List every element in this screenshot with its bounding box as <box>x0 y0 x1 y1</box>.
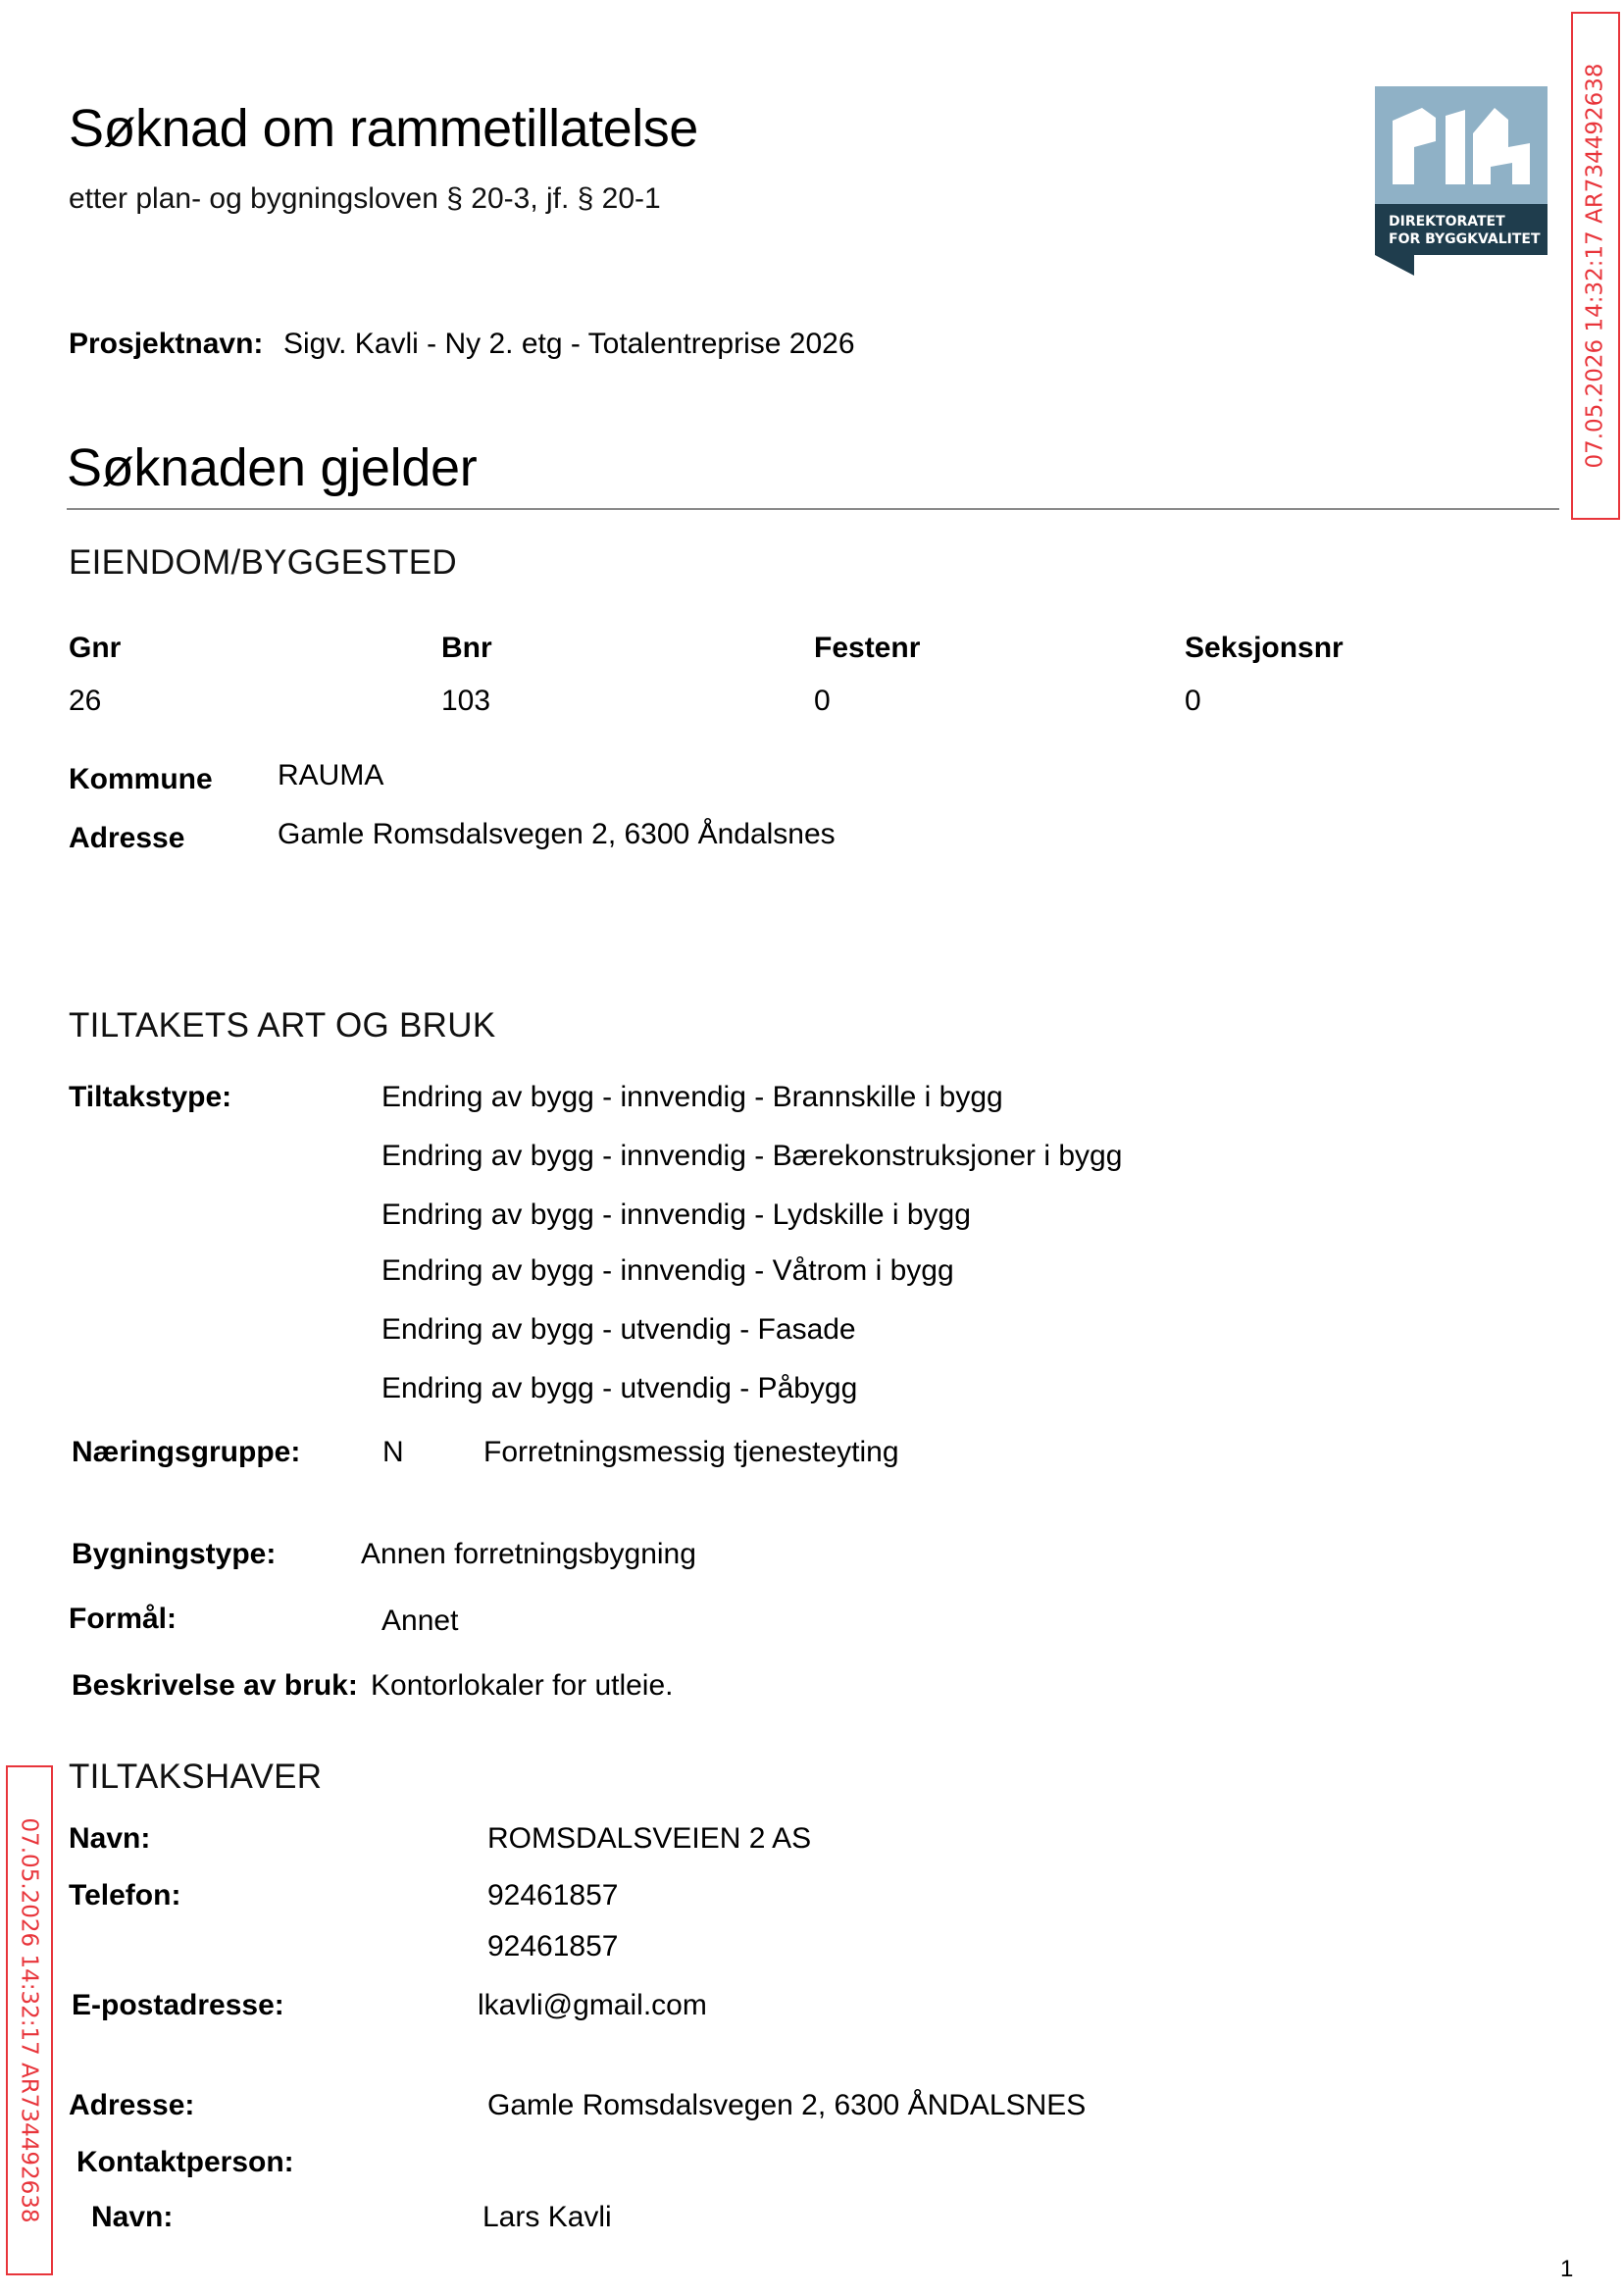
tiltakstype-label: Tiltakstype: <box>69 1081 232 1113</box>
bruk-value: Kontorlokaler for utleie. <box>371 1669 674 1702</box>
logo-line2: FOR BYGGKVALITET <box>1389 231 1541 247</box>
kontakt-navn: Lars Kavli <box>482 2201 612 2233</box>
naeringsgruppe-code: N <box>382 1436 404 1468</box>
epost-label: E-postadresse: <box>72 1989 284 2021</box>
page-number: 1 <box>1560 2256 1574 2282</box>
project-label: Prosjektnavn: <box>69 328 264 360</box>
stamp-bottom <box>6 1765 53 2275</box>
naeringsgruppe-label: Næringsgruppe: <box>72 1436 301 1468</box>
project-name: Sigv. Kavli - Ny 2. etg - Totalentreprise 2026 <box>283 328 855 360</box>
bruk-label: Beskrivelse av bruk: <box>72 1669 358 1702</box>
bygningstype-label: Bygningstype: <box>72 1538 277 1570</box>
section-heading: Søknaden gjelder <box>67 438 478 497</box>
kontakt-navn-label: Navn: <box>91 2201 174 2233</box>
gnr-label: Gnr <box>69 632 122 664</box>
kommune-value: RAUMA <box>278 759 384 791</box>
tiltakshaver-navn: ROMSDALSVEIEN 2 AS <box>487 1822 812 1855</box>
bnr-label: Bnr <box>441 632 492 664</box>
telefon-value: 92461857 <box>487 1879 619 1912</box>
adresse-label: Adresse <box>69 822 185 854</box>
stamp-bottom-text: 07.05.2026 14:32:17 AR734492638 <box>17 1817 42 2223</box>
epost-value: lkavli@gmail.com <box>478 1989 707 2021</box>
section-divider <box>67 508 1559 510</box>
formal-label: Formål: <box>69 1603 178 1635</box>
gnr-value: 26 <box>69 685 102 717</box>
kommune-label: Kommune <box>69 763 213 795</box>
dibk-logo <box>1375 86 1548 276</box>
festenr-label: Festenr <box>814 632 921 664</box>
tiltakstype-item: Endring av bygg - innvendig - Bærekonstruksjoner i bygg <box>381 1140 1123 1172</box>
bygningstype-value: Annen forretningsbygning <box>361 1538 696 1570</box>
bnr-value: 103 <box>441 685 491 717</box>
tiltakstype-item: Endring av bygg - utvendig - Fasade <box>381 1313 856 1346</box>
logo-line1: DIREKTORATET <box>1389 214 1505 229</box>
document-title: Søknad om rammetillatelse <box>69 99 698 158</box>
tiltakstype-item: Endring av bygg - innvendig - Våtrom i bygg <box>381 1254 954 1287</box>
stamp-top-text: 07.05.2026 14:32:17 AR734492638 <box>1583 63 1608 469</box>
adresse-value: Gamle Romsdalsvegen 2, 6300 Åndalsnes <box>278 818 836 850</box>
tiltakstype-item: Endring av bygg - utvendig - Påbygg <box>381 1372 858 1404</box>
eiendom-heading: EIENDOM/BYGGESTED <box>69 543 457 582</box>
festenr-value: 0 <box>814 685 831 717</box>
naeringsgruppe-text: Forretningsmessig tjenesteyting <box>483 1436 899 1468</box>
document-subtitle: etter plan- og bygningsloven § 20-3, jf. § 20-1 <box>69 182 661 215</box>
tiltakstype-item: Endring av bygg - innvendig - Brannskille i bygg <box>381 1081 1003 1113</box>
tiltak-heading: TILTAKETS ART OG BRUK <box>69 1006 496 1045</box>
tiltakshaver-heading: TILTAKSHAVER <box>69 1758 323 1796</box>
formal-value: Annet <box>381 1605 459 1637</box>
seksjonsnr-value: 0 <box>1185 685 1201 717</box>
tiltakshaver-navn-label: Navn: <box>69 1822 151 1855</box>
tiltakshaver-adresse: Gamle Romsdalsvegen 2, 6300 ÅNDALSNES <box>487 2089 1087 2121</box>
tiltakshaver-adresse-label: Adresse: <box>69 2089 195 2121</box>
tiltakstype-item: Endring av bygg - innvendig - Lydskille i bygg <box>381 1198 971 1231</box>
telefon-label: Telefon: <box>69 1879 181 1912</box>
kontaktperson-label: Kontaktperson: <box>76 2146 294 2178</box>
seksjonsnr-label: Seksjonsnr <box>1185 632 1344 664</box>
stamp-top <box>1571 12 1620 520</box>
telefon-value: 92461857 <box>487 1930 619 1963</box>
